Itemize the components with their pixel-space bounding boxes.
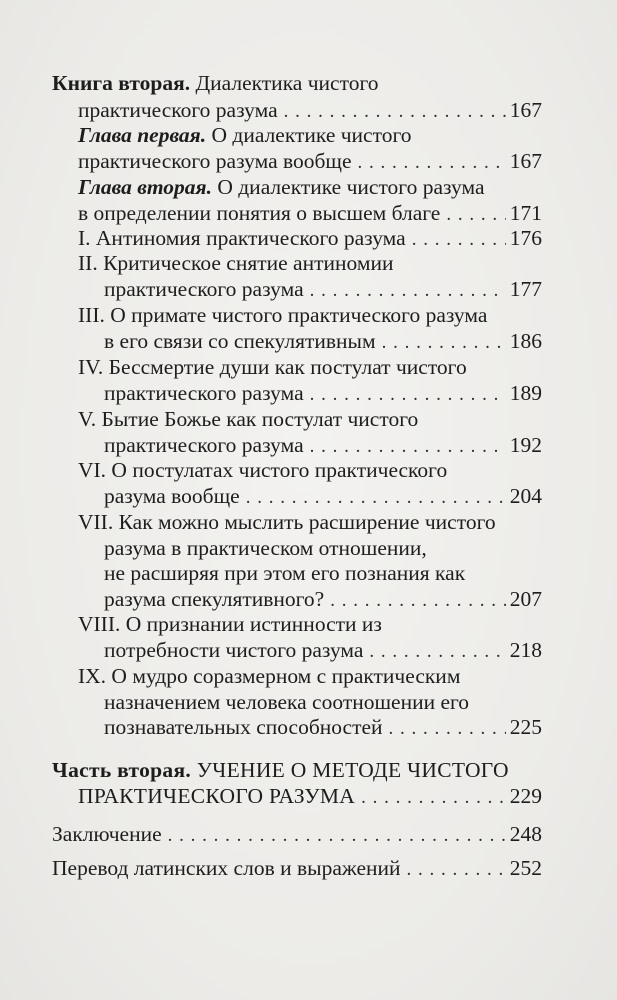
toc-part-label: Часть вторая. <box>52 758 192 782</box>
toc-line <box>104 276 542 302</box>
toc-line-text: I. Антиномия практического разума <box>78 226 406 250</box>
toc-line-text: потребности чистого разума <box>104 638 364 662</box>
toc-line-text: III. О примате чистого практического разума <box>78 303 488 327</box>
toc-line <box>78 250 542 276</box>
toc-line <box>78 225 542 251</box>
toc-line-text: УЧЕНИЕ О МЕТОДЕ ЧИСТОГО <box>191 758 509 782</box>
toc-line-text: II. Критическое снятие антиномии <box>78 251 394 275</box>
toc-line <box>52 757 542 783</box>
toc-line-text: Перевод латинских слов и выражений <box>52 856 401 880</box>
toc-page-number: 167 <box>509 98 542 122</box>
toc-line-text: практического разума вообще <box>78 149 352 173</box>
toc-line-text: практического разума <box>104 277 304 301</box>
toc-line-text: разума в практическом отношении, <box>104 536 427 560</box>
toc-chapter-label: Глава первая. <box>78 123 207 147</box>
leader-dots <box>361 785 506 811</box>
toc-line <box>52 70 542 96</box>
toc-line-text: практического разума <box>104 381 304 405</box>
toc-line-text: не расширяя при этом его познания как <box>104 561 466 585</box>
toc-line-text: VIII. О признании истинности из <box>78 612 382 636</box>
toc-line <box>78 663 542 689</box>
toc-page-number: 192 <box>509 433 542 457</box>
toc-line-text: Диалектика чистого <box>190 71 379 95</box>
toc-line-text: ПРАКТИЧЕСКОГО РАЗУМА <box>78 784 356 808</box>
toc-line <box>104 380 542 406</box>
leader-dots <box>246 485 506 511</box>
toc-line-text: Заключение <box>52 822 162 846</box>
toc-line <box>104 586 542 612</box>
toc-line-text: V. Бытие Божье как постулат чистого <box>78 407 419 431</box>
leader-dots <box>382 330 506 356</box>
toc-line <box>52 821 542 847</box>
toc-page-number: 218 <box>509 638 542 662</box>
toc-line-text: в его связи со спекулятивным <box>104 329 376 353</box>
toc-line-text: практического разума <box>78 98 278 122</box>
toc-line <box>104 328 542 354</box>
toc-line <box>78 97 542 123</box>
toc-line-text: практического разума <box>104 433 304 457</box>
toc-page-number: 225 <box>509 715 542 739</box>
toc-page-number: 229 <box>509 784 542 808</box>
toc-line <box>104 689 542 715</box>
leader-dots <box>389 716 506 742</box>
toc-page-number: 252 <box>509 856 542 880</box>
toc-line <box>78 406 542 432</box>
toc-page-number: 176 <box>509 226 542 250</box>
toc-line <box>78 174 542 200</box>
toc-line-text: VI. О постулатах чистого практического <box>78 458 448 482</box>
leader-dots <box>168 823 506 849</box>
toc-line-text: IX. О мудро соразмерном с практическим <box>78 664 461 688</box>
toc-page-number: 189 <box>509 381 542 405</box>
toc-line <box>78 302 542 328</box>
toc-line-text: назначением человека соотношении его <box>104 690 470 714</box>
toc-page-number: 177 <box>509 277 542 301</box>
leader-dots <box>407 857 506 883</box>
toc-line <box>78 509 542 535</box>
leader-dots <box>310 382 506 408</box>
toc-line-text: познавательных способностей <box>104 715 383 739</box>
toc-line <box>78 122 542 148</box>
toc-line <box>104 483 542 509</box>
toc-part-label: Книга вторая. <box>52 71 191 95</box>
toc-line <box>104 714 542 740</box>
toc-line-text: в определении понятия о высшем благе <box>78 201 441 225</box>
leader-dots <box>369 639 505 665</box>
toc-page-number: 248 <box>509 822 542 846</box>
toc-line <box>104 432 542 458</box>
toc-line <box>104 560 542 586</box>
toc-page-number: 186 <box>509 329 542 353</box>
toc-line <box>104 637 542 663</box>
toc-line-text: разума спекулятивного? <box>104 587 325 611</box>
toc-line <box>104 535 542 561</box>
toc-line <box>78 354 542 380</box>
toc-page-number: 167 <box>509 149 542 173</box>
toc-line <box>78 457 542 483</box>
toc-line <box>78 783 542 809</box>
toc-page-number: 204 <box>509 484 542 508</box>
leader-dots <box>310 278 506 304</box>
toc-line <box>78 148 542 174</box>
toc-line-text: О диалектике чистого <box>206 123 412 147</box>
toc-line-text: разума вообще <box>104 484 240 508</box>
leader-dots <box>358 150 506 176</box>
toc-page-number: 171 <box>509 201 542 225</box>
toc-chapter-label: Глава вторая. <box>78 175 212 199</box>
toc-line-text: VII. Как можно мыслить расширение чистого <box>78 510 496 534</box>
toc-line <box>78 611 542 637</box>
toc-line <box>52 855 542 881</box>
toc-line-text: О диалектике чистого разума <box>211 175 485 199</box>
toc-line <box>78 200 542 226</box>
toc-line-text: IV. Бессмертие души как постулат чистого <box>78 355 467 379</box>
toc-page-number: 207 <box>509 587 542 611</box>
